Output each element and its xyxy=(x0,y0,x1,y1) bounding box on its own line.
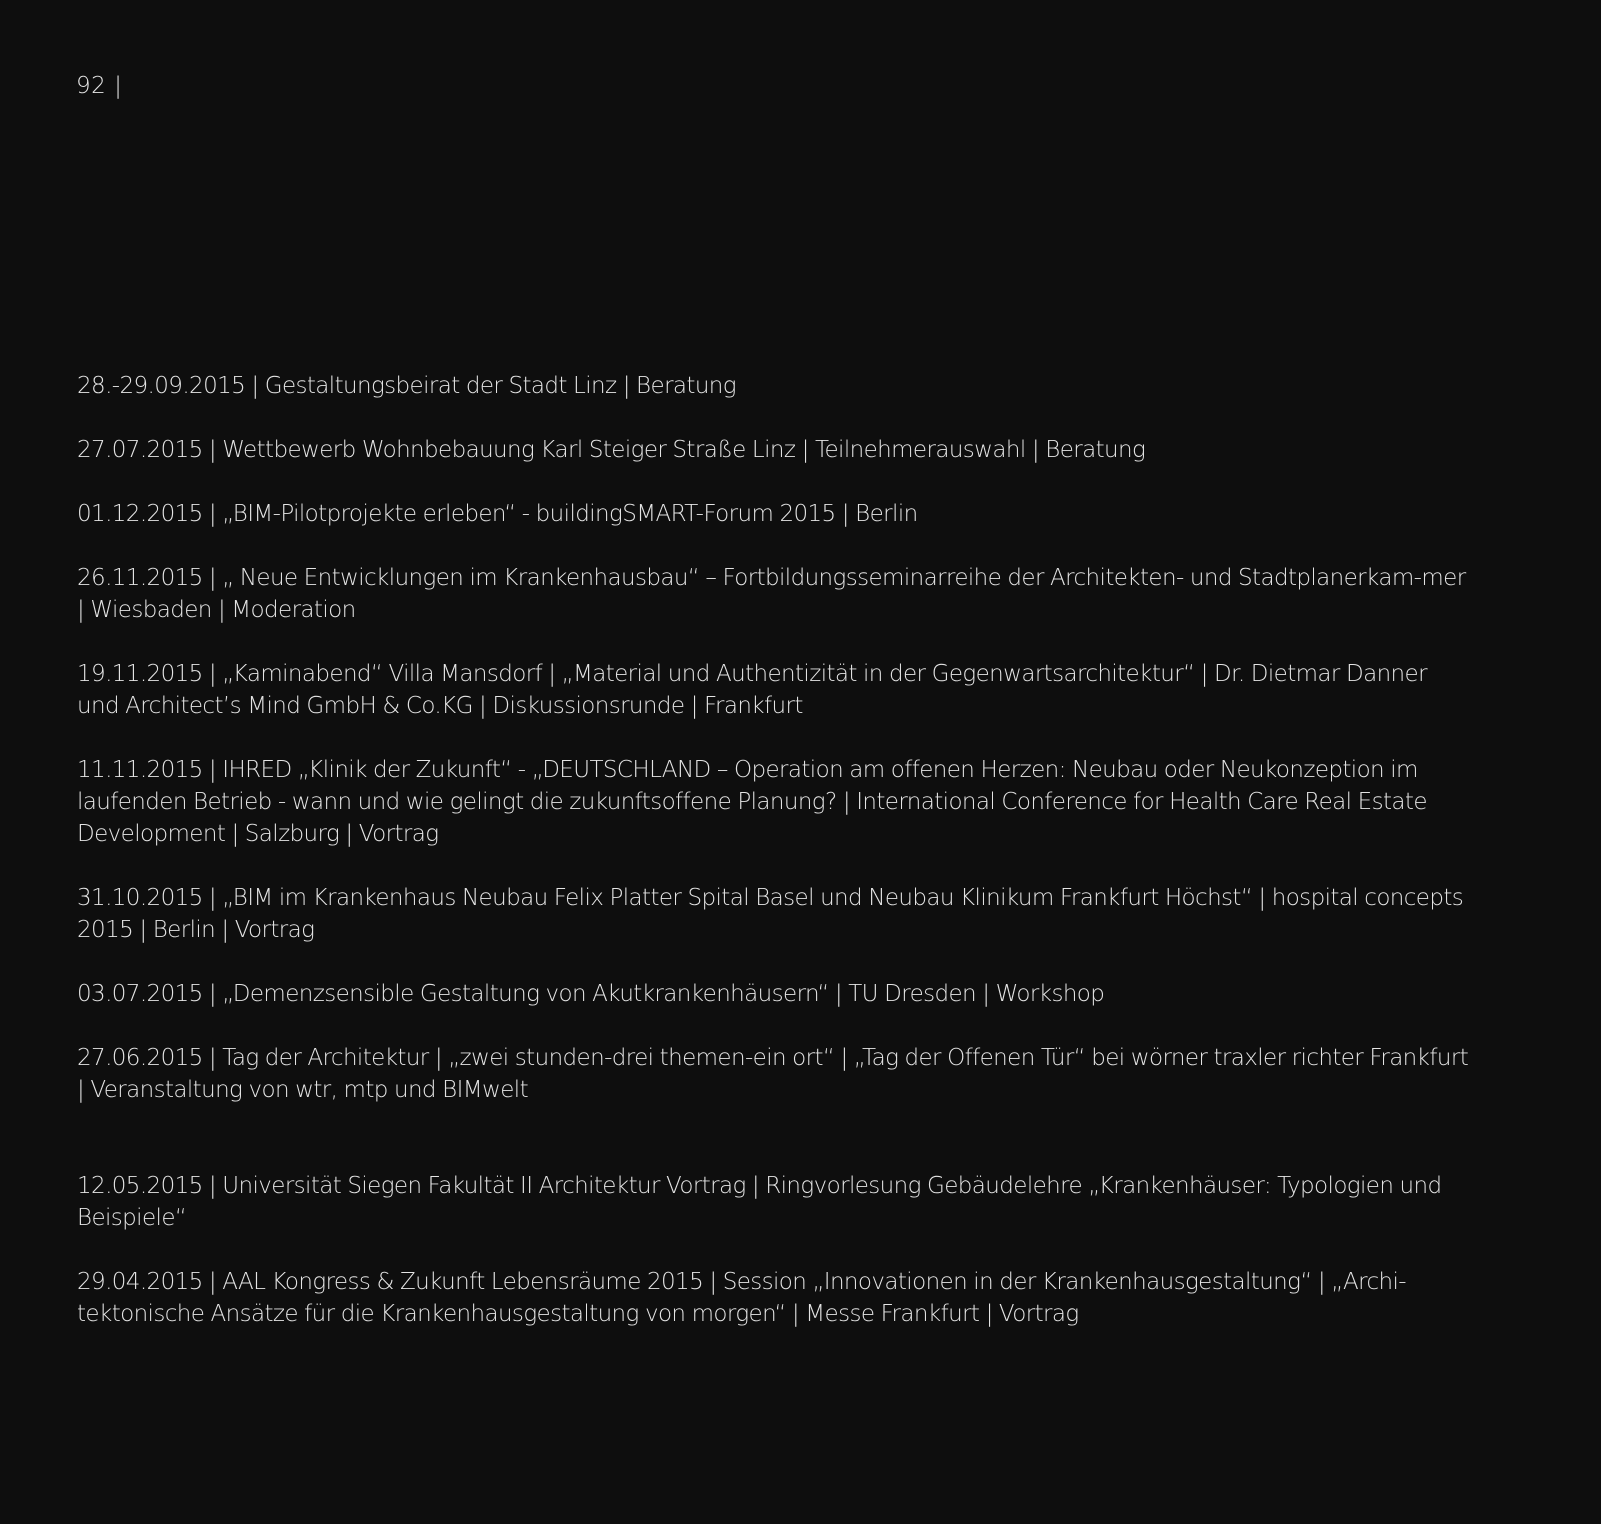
list-item: 27.07.2015 | Wettbewerb Wohnbebauung Karl Steiger Straße Linz | Teilnehmerauswahl | Beratung xyxy=(77,437,1146,463)
list-item: 11.11.2015 | IHRED „Klinik der Zukunft“ - „DEUTSCHLAND – Operation am offenen Herzen: Neubau oder Neukonzeption im laufenden Betrieb - wann und wie gelingt die zukunftsoffene Planung? | International Conference for Health Care Real Estate Development | Salzburg | Vortrag xyxy=(77,757,1427,847)
list-item: 31.10.2015 | „BIM im Krankenhaus Neubau Felix Platter Spital Basel und Neubau Klinikum Frankfurt Höchst“ | hospital concepts 2015 | Berlin | Vortrag xyxy=(77,885,1464,943)
list-item: 27.06.2015 | Tag der Architektur | „zwei stunden-drei themen-ein ort“ | „Tag der Offenen Tür“ bei wörner traxler richter Frankfurt | Veranstaltung von wtr, mtp und BIMwelt xyxy=(77,1045,1469,1103)
list-item: 19.11.2015 | „Kaminabend“ Villa Mansdorf | „Material und Authentizität in der Gegenwartsarchitektur“ | Dr. Dietmar Danner und Architect’s Mind GmbH & Co.KG | Diskussionsrunde | Frankfurt xyxy=(77,661,1427,719)
list-item: 28.-29.09.2015 | Gestaltungsbeirat der Stadt Linz | Beratung xyxy=(77,373,736,399)
list-item: 12.05.2015 | Universität Siegen Fakultät II Architektur Vortrag | Ringvorlesung Gebäudelehre „Krankenhäuser: Typologien und Beispiele“ xyxy=(77,1173,1442,1231)
page-number: 92 | xyxy=(76,73,123,99)
list-item: 01.12.2015 | „BIM-Pilotprojekte erleben“ - buildingSMART-Forum 2015 | Berlin xyxy=(77,501,918,527)
list-item: 29.04.2015 | AAL Kongress & Zukunft Lebensräume 2015 | Session „Innovationen in der Krankenhausgestaltung“ | „Archi-tektonische Ansätze für die Krankenhausgestaltung von morgen“ | Messe Frankfurt | Vortrag xyxy=(77,1269,1406,1327)
list-item: 03.07.2015 | „Demenzsensible Gestaltung von Akutkrankenhäusern“ | TU Dresden | Workshop xyxy=(77,981,1105,1007)
list-item: 26.11.2015 | „ Neue Entwicklungen im Krankenhausbau“ – Fortbildungsseminarreihe der Architekten- und Stadtplanerkam-mer | Wiesbaden | Moderation xyxy=(77,565,1466,623)
event-list xyxy=(77,370,1472,1362)
